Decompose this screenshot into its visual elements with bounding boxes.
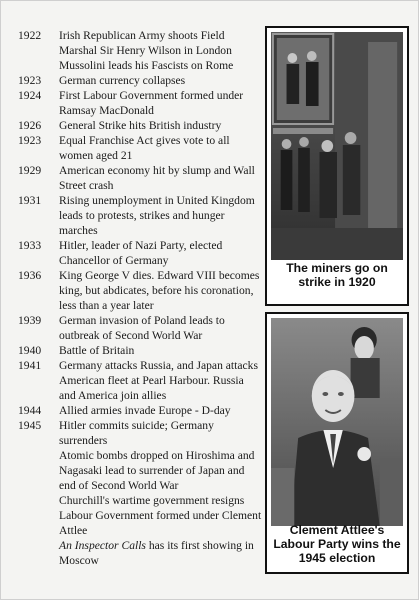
timeline-entry	[18, 238, 263, 268]
miners-strike-photo-frame	[265, 26, 409, 306]
entry-event	[59, 538, 263, 568]
entry-year: 1924	[18, 89, 42, 102]
timeline-entry	[18, 28, 263, 58]
timeline-entry	[18, 538, 263, 568]
timeline-entry	[18, 418, 263, 448]
entry-event: Rising unemployment in United Kingdom leads to protests, strikes and hunger marches	[59, 194, 255, 237]
entry-year: 1940	[18, 344, 42, 357]
entry-event: Irish Republican Army shoots Field Marshal Sir Henry Wilson in London	[59, 29, 232, 57]
attlee-caption: Clement Attlee's Labour Party wins the 1945 election	[273, 523, 401, 565]
entry-event: Mussolini leads his Fascists on Rome	[59, 59, 234, 72]
play-title: An Inspector Calls	[59, 539, 146, 552]
entry-event: First Labour Government formed under Ramsay MacDonald	[59, 89, 244, 117]
entry-event: German currency collapses	[59, 74, 186, 87]
entry-year: 1933	[18, 239, 42, 252]
miners-strike-caption: The miners go on strike in 1920	[286, 261, 388, 289]
entry-year: 1931	[18, 194, 42, 207]
entry-event: Hitler commits suicide; Germany surrenders	[59, 419, 214, 447]
timeline-entry	[18, 358, 263, 403]
entry-event: Battle of Britain	[59, 344, 135, 357]
timeline-entry	[18, 73, 263, 88]
entry-year: 1944	[18, 404, 42, 417]
attlee-photo	[271, 318, 403, 526]
entry-event: General Strike hits British industry	[59, 119, 222, 132]
entry-event: King George V dies. Edward VIII becomes king, but abdicates, before his coronation, less than a year later	[59, 269, 260, 312]
timeline-entry	[18, 133, 263, 163]
entry-event: Equal Franchise Act gives vote to all women aged 21	[59, 134, 230, 162]
entry-year: 1939	[18, 314, 42, 327]
entry-event-rest: has its first showing in Moscow	[59, 539, 254, 567]
entry-year: 1923	[18, 134, 42, 147]
timeline-entry	[18, 268, 263, 313]
entry-year: 1929	[18, 164, 42, 177]
timeline-entry	[18, 163, 263, 193]
timeline-entry	[18, 58, 263, 73]
timeline-entry	[18, 313, 263, 343]
entry-year: 1926	[18, 119, 42, 132]
timeline-entry	[18, 343, 263, 358]
entry-year: 1936	[18, 269, 42, 282]
attlee-photo-frame	[265, 312, 409, 574]
entry-event: Hitler, leader of Nazi Party, elected Chancellor of Germany	[59, 239, 223, 267]
timeline-entry	[18, 508, 263, 538]
entry-event: American economy hit by slump and Wall Street crash	[59, 164, 255, 192]
timeline-entry	[18, 88, 263, 118]
timeline-entry	[18, 403, 263, 418]
entry-event: Germany attacks Russia, and Japan attacks American fleet at Pearl Harbour. Russia and America join allies	[59, 359, 258, 402]
entry-event: Churchill's wartime government resigns	[59, 494, 245, 507]
entry-event: Atomic bombs dropped on Hiroshima and Nagasaki lead to surrender of Japan and end of Second World War	[59, 449, 255, 492]
timeline-entry	[18, 448, 263, 493]
entry-event: German invasion of Poland leads to outbreak of Second World War	[59, 314, 225, 342]
entry-event: Labour Government formed under Clement Attlee	[59, 509, 262, 537]
entry-year: 1941	[18, 359, 42, 372]
timeline-entry	[18, 193, 263, 238]
timeline-entry	[18, 118, 263, 133]
timeline-entry	[18, 493, 263, 508]
entry-event: Allied armies invade Europe - D-day	[59, 404, 231, 417]
timeline	[18, 28, 263, 568]
miners-strike-photo	[271, 32, 403, 260]
entry-year: 1923	[18, 74, 42, 87]
entry-year: 1922	[18, 29, 42, 42]
entry-year: 1945	[18, 419, 42, 432]
